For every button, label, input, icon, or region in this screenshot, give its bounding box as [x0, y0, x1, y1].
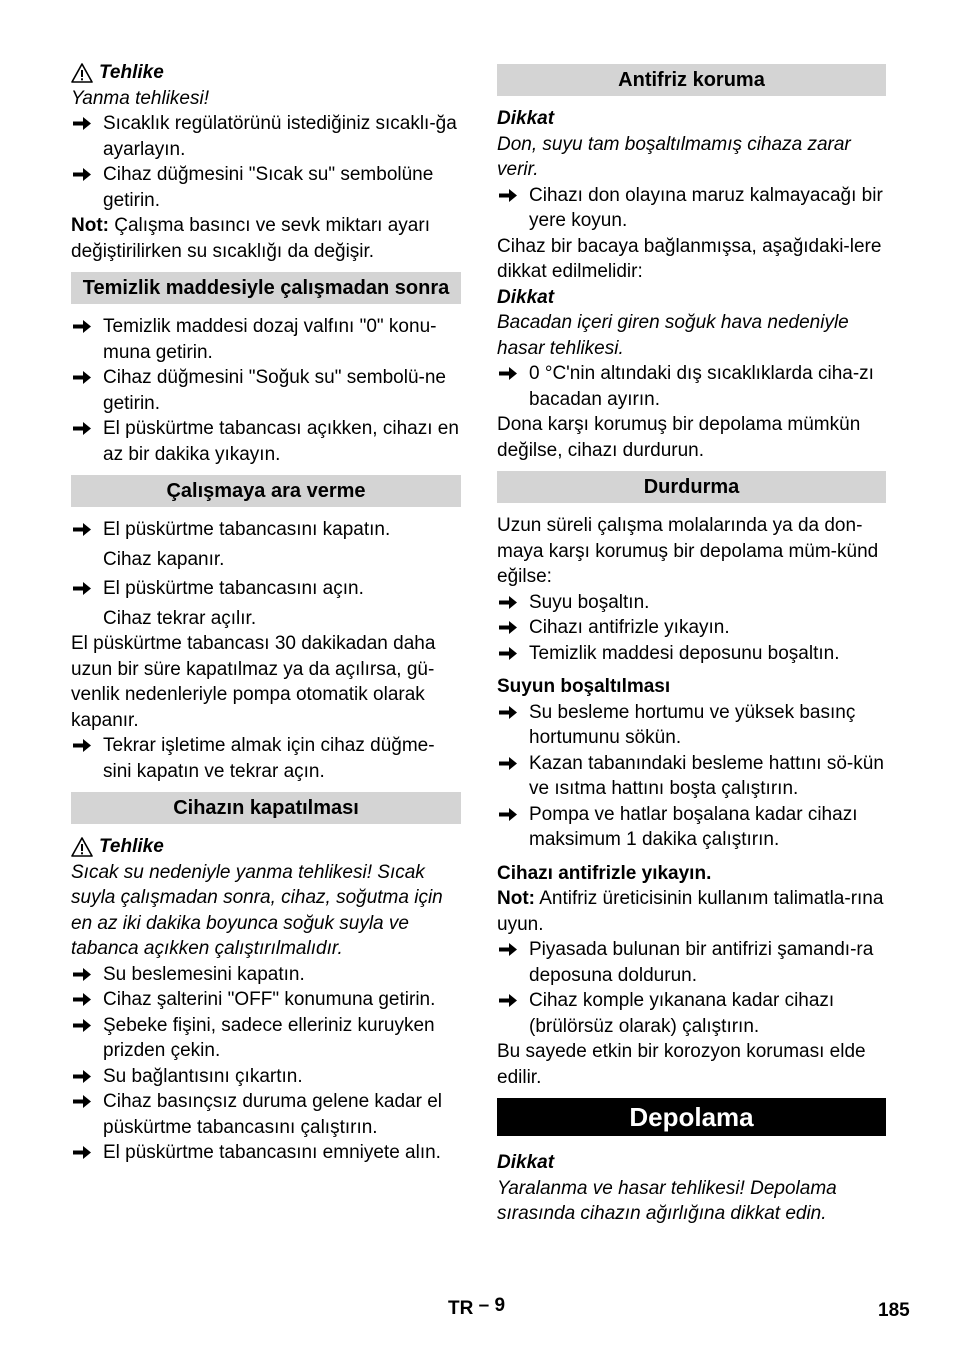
danger-heading	[71, 60, 461, 86]
section-heading: Durdurma	[497, 471, 886, 503]
paragraph: Bu sayede etkin bir korozyon koruması elde edilir.	[497, 1041, 866, 1088]
arrow-right-icon	[497, 641, 519, 666]
arrow-right-icon	[71, 733, 93, 758]
list-item: Pompa ve hatlar boşalana kadar cihazı maksimum 1 dakika çalıştırın.	[497, 802, 886, 853]
arrow-right-icon	[71, 962, 93, 987]
warning-triangle-icon	[71, 837, 93, 857]
danger-title: Tehlike	[99, 836, 164, 857]
list-item: Cihaz komple yıkanana kadar cihazı (brülörsüz olarak) çalıştırın.	[497, 988, 886, 1039]
footer-section-label	[448, 1296, 505, 1322]
arrow-right-icon	[497, 590, 519, 615]
list-item: Cihazı antifrizle yıkayın.	[497, 615, 886, 641]
arrow-right-icon	[71, 111, 93, 136]
list-item: Cihaz düğmesini "Sıcak su" sembolüne getirin.	[71, 162, 461, 213]
section-heading: Çalışmaya ara verme	[71, 475, 461, 507]
arrow-right-icon	[71, 162, 93, 187]
list-item: Suyu boşaltın.	[497, 590, 886, 616]
list-item: Şebeke fişini, sadece elleriniz kuruyken prizden çekin.	[71, 1013, 461, 1064]
arrow-right-icon	[71, 314, 93, 339]
arrow-right-icon	[71, 1013, 93, 1038]
result-text: Cihaz tekrar açılır.	[103, 607, 257, 629]
list-item: Sıcaklık regülatörünü istediğiniz sıcaklı-ğa ayarlayın.	[71, 111, 461, 162]
subheading: Suyun boşaltılması	[497, 676, 671, 697]
caution-title: Dikkat	[497, 286, 555, 308]
arrow-right-icon	[497, 937, 519, 962]
paragraph: El püskürtme tabancası 30 dakikadan daha uzun bir süre kapatılmaz ya da açılırsa, gü-venlik nedenleriyle pompa otomatik olarak kapanır.	[71, 633, 436, 731]
list-item: Su beslemesini kapatın.	[71, 962, 461, 988]
section-heading: Temizlik maddesiyle çalışmadan sonra	[71, 272, 461, 304]
arrow-right-icon	[71, 416, 93, 441]
arrow-right-icon	[497, 988, 519, 1013]
arrow-right-icon	[71, 1064, 93, 1089]
danger-heading	[71, 834, 461, 860]
page-number: 185	[878, 1300, 910, 1321]
arrow-right-icon	[71, 987, 93, 1012]
danger-text: Yanma tehlikesi!	[71, 87, 209, 109]
list-item: Cihaz düğmesini "Soğuk su" sembolü-ne getirin.	[71, 365, 461, 416]
paragraph: Cihaz bir bacaya bağlanmışsa, aşağıdaki-lere dikkat edilmelidir:	[497, 235, 882, 282]
list-item: Tekrar işletime almak için cihaz düğme-sini kapatın ve tekrar açın.	[71, 733, 461, 784]
footer-local-page: – 9	[478, 1295, 506, 1316]
list-item: El püskürtme tabancasını kapatın.	[71, 517, 461, 543]
arrow-right-icon	[497, 183, 519, 208]
caution-text: Don, suyu tam boşaltılmamış cihaza zarar verir.	[497, 133, 851, 180]
list-item: 0 °C'nin altındaki dış sıcaklıklarda ciha-zı bacadan ayırın.	[497, 361, 886, 412]
arrow-right-icon	[71, 517, 93, 542]
warning-triangle-icon	[71, 63, 93, 83]
chapter-heading: Depolama	[497, 1098, 886, 1136]
list-item: Kazan tabanındaki besleme hattını sö-kün ve ısıtma hattını boşta çalıştırın.	[497, 751, 886, 802]
caution-title: Dikkat	[497, 108, 555, 129]
subheading: Cihazı antifrizle yıkayın.	[497, 862, 712, 884]
paragraph: Uzun süreli çalışma molalarında ya da don-maya karşı korumuş bir depolama müm-künd eğilse:	[497, 515, 879, 587]
caution-text: Bacadan içeri giren soğuk hava nedeniyle hasar tehlikesi.	[497, 312, 849, 359]
list-item: Temizlik maddesi deposunu boşaltın.	[497, 641, 886, 667]
list-item: Su bağlantısını çıkartın.	[71, 1064, 461, 1090]
list-item: El püskürtme tabancasını açın.	[71, 576, 461, 602]
paragraph: Dona karşı korumuş bir depolama mümkün değilse, cihazı durdurun.	[497, 414, 861, 461]
list-item: Su besleme hortumu ve yüksek basınç hortumunu sökün.	[497, 700, 886, 751]
list-item: Cihaz şalterini "OFF" konumuna getirin.	[71, 987, 461, 1013]
note-paragraph: Not: Çalışma basıncı ve sevk miktarı ayarı değiştirilirken su sıcaklığı da değişir.	[71, 215, 430, 262]
list-item: El püskürtme tabancasını emniyete alın.	[71, 1140, 461, 1166]
arrow-right-icon	[497, 802, 519, 827]
list-item: Cihaz basınçsız duruma gelene kadar el püskürtme tabancasını çalıştırın.	[71, 1089, 461, 1140]
arrow-right-icon	[71, 1089, 93, 1114]
note-paragraph: Not: Antifriz üreticisinin kullanım talimatla-rına uyun.	[497, 888, 884, 935]
arrow-right-icon	[497, 751, 519, 776]
arrow-right-icon	[497, 361, 519, 386]
arrow-right-icon	[71, 576, 93, 601]
left-column	[71, 60, 461, 1166]
list-item: Piyasada bulunan bir antifrizi şamandı-ra deposuna doldurun.	[497, 937, 886, 988]
section-heading: Antifriz koruma	[497, 64, 886, 96]
arrow-right-icon	[497, 700, 519, 725]
caution-text: Yaralanma ve hasar tehlikesi! Depolama sırasında cihazın ağırlığına dikkat edin.	[497, 1177, 837, 1224]
result-text: Cihaz kapanır.	[103, 548, 225, 570]
right-column	[497, 60, 886, 1227]
danger-title: Tehlike	[99, 62, 164, 83]
list-item: Temizlik maddesi dozaj valfını "0" konu-muna getirin.	[71, 314, 461, 365]
list-item: El püskürtme tabancası açıkken, cihazı en az bir dakika yıkayın.	[71, 416, 461, 467]
danger-text: Sıcak su nedeniyle yanma tehlikesi! Sıcak suyla çalışmadan sonra, cihaz, soğutma için en az iki dakika boyunca soğuk suyla ve tabanca açıkken çalıştırılmalıdır.	[71, 861, 443, 959]
footer-language: TR	[448, 1298, 474, 1319]
arrow-right-icon	[497, 615, 519, 640]
list-item: Cihazı don olayına maruz kalmayacağı bir yere koyun.	[497, 183, 886, 234]
caution-title: Dikkat	[497, 1152, 555, 1173]
section-heading: Cihazın kapatılması	[71, 792, 461, 824]
arrow-right-icon	[71, 365, 93, 390]
arrow-right-icon	[71, 1140, 93, 1165]
